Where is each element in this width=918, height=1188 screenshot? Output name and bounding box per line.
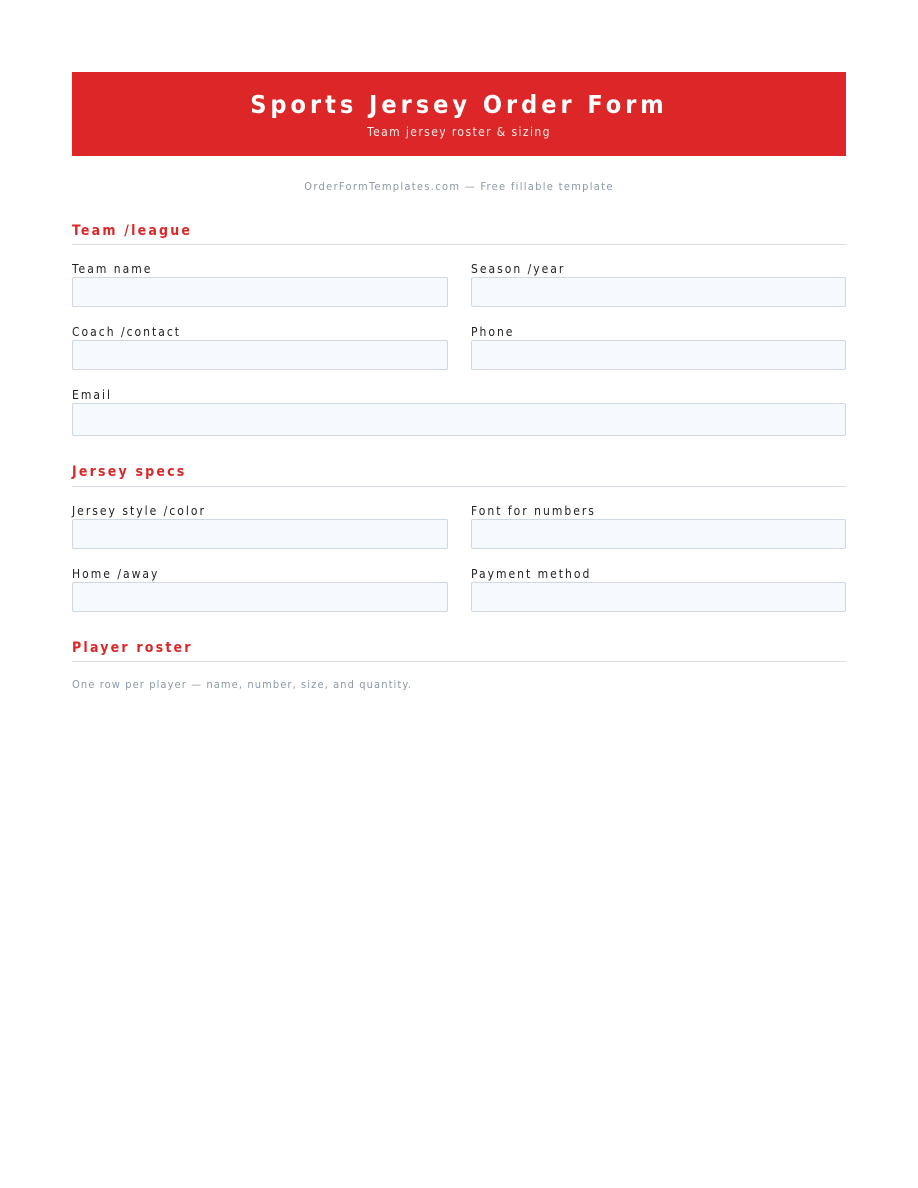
font-numbers-label: Font for numbers (471, 504, 596, 518)
season-year-input[interactable] (471, 277, 846, 307)
source-line: OrderFormTemplates.com — Free fillable template (304, 180, 614, 193)
section-title-jersey: Jersey specs (72, 464, 187, 480)
section-divider (72, 661, 846, 662)
home-away-label: Home /away (72, 567, 160, 581)
phone-label: Phone (471, 325, 515, 339)
font-numbers-input[interactable] (471, 519, 846, 549)
jersey-style-input[interactable] (72, 519, 448, 549)
section-title-team: Team /league (72, 223, 193, 239)
form-title: Sports Jersey Order Form (250, 90, 668, 119)
form-subtitle: Team jersey roster & sizing (367, 125, 551, 139)
header-banner (72, 72, 846, 156)
section-divider (72, 486, 846, 487)
coach-contact-input[interactable] (72, 340, 448, 370)
team-name-label: Team name (72, 262, 153, 276)
roster-note: One row per player — name, number, size, and quantity. (72, 678, 413, 691)
payment-method-input[interactable] (471, 582, 846, 612)
payment-method-label: Payment method (471, 567, 592, 581)
section-title-roster: Player roster (72, 640, 193, 656)
phone-input[interactable] (471, 340, 846, 370)
section-divider (72, 244, 846, 245)
season-year-label: Season /year (471, 262, 566, 276)
email-label: Email (72, 388, 112, 402)
jersey-style-label: Jersey style /color (72, 504, 206, 518)
coach-contact-label: Coach /contact (72, 325, 181, 339)
home-away-input[interactable] (72, 582, 448, 612)
email-input[interactable] (72, 403, 846, 436)
team-name-input[interactable] (72, 277, 448, 307)
